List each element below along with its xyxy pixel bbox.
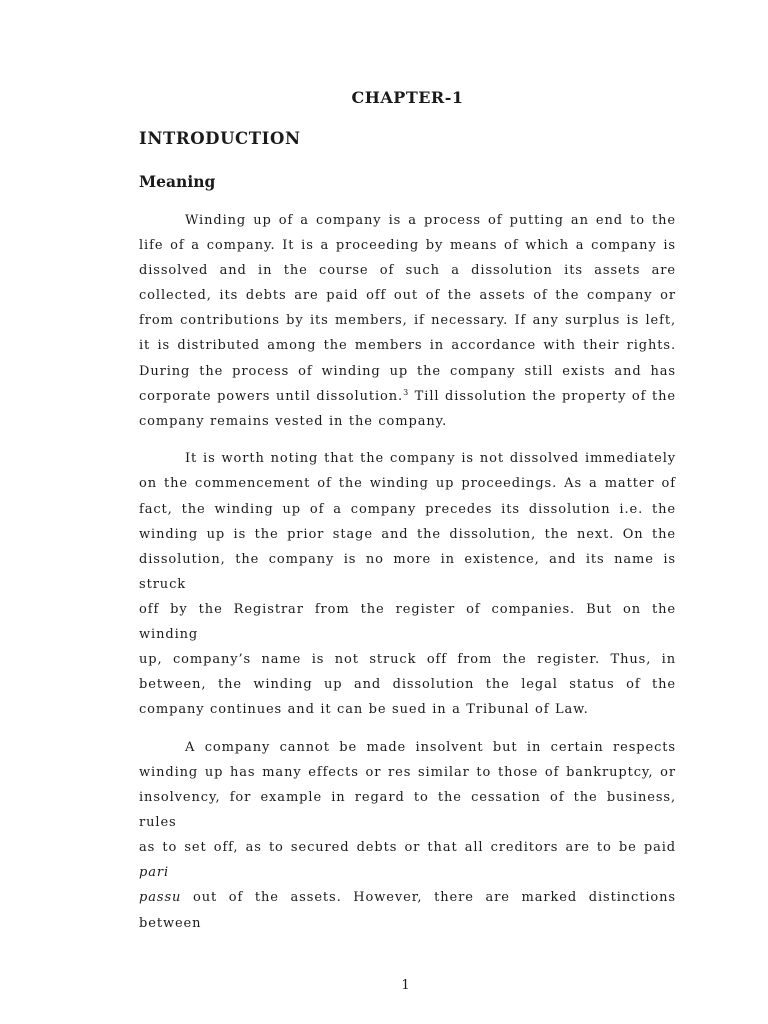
paragraph-1 <box>139 208 676 434</box>
paragraph-line: from contributions by its members, if necessary. If any surplus is left, <box>139 313 676 329</box>
paragraph-3 <box>139 735 676 936</box>
paragraph-line: Winding up of a company is a process of putting an end to the <box>185 213 676 228</box>
paragraph-line: fact, the winding up of a company precedes its dissolution i.e. the <box>139 501 676 517</box>
body-text <box>139 208 676 948</box>
chapter-title: CHAPTER-1 <box>351 88 464 107</box>
paragraph-2 <box>139 446 676 722</box>
paragraph-line <box>139 885 676 935</box>
paragraph-line: on the commencement of the winding up proceedings. As a matter of <box>139 476 676 492</box>
paragraph-line: between, the winding up and dissolution the legal status of the <box>139 677 676 693</box>
paragraph-line: winding up is the prior stage and the dissolution, the next. On the <box>139 526 676 542</box>
page-number: 1 <box>401 978 410 993</box>
paragraph-line: dissolved and in the course of such a dissolution its assets are <box>139 263 676 279</box>
subheading: Meaning <box>139 172 216 191</box>
paragraph-line: up, company’s name is not struck off from the register. Thus, in <box>139 652 676 668</box>
paragraph-line: insolvency, for example in regard to the cessation of the business, rules <box>139 790 676 831</box>
paragraph-line: A company cannot be made insolvent but in certain respects <box>185 739 676 755</box>
paragraph-line: It is worth noting that the company is not dissolved immediately <box>185 451 676 467</box>
paragraph-line: collected, its debts are paid off out of the assets of the company or <box>139 288 676 304</box>
paragraph-line: it is distributed among the members in accordance with their rights. <box>139 338 676 354</box>
italic-term: passu <box>139 890 182 906</box>
footnote-reference[interactable]: 3 <box>403 387 410 397</box>
paragraph-line <box>139 384 676 409</box>
paragraph-line: dissolution, the company is no more in existence, and its name is struck <box>139 551 676 592</box>
paragraph-line: off by the Registrar from the register of companies. But on the winding <box>139 601 676 642</box>
text-run: as to set off, as to secured debts or that all creditors are to be paid <box>139 840 676 856</box>
paragraph-line: During the process of winding up the company still exists and has <box>139 363 676 379</box>
paragraph-line: company continues and it can be sued in a Tribunal of Law. <box>139 702 589 718</box>
text-run: Till dissolution the property of the <box>409 388 676 404</box>
paragraph-line <box>139 835 676 885</box>
text-run: corporate powers until dissolution. <box>139 388 404 404</box>
paragraph-line: life of a company. It is a proceeding by means of which a company is <box>139 238 676 254</box>
paragraph-line: company remains vested in the company. <box>139 413 448 429</box>
section-heading: INTRODUCTION <box>139 129 301 148</box>
italic-term: pari <box>139 865 170 881</box>
paragraph-line: winding up has many effects or res similar to those of bankruptcy, or <box>139 764 676 780</box>
text-run: out of the assets. However, there are marked distinctions between <box>139 890 676 931</box>
